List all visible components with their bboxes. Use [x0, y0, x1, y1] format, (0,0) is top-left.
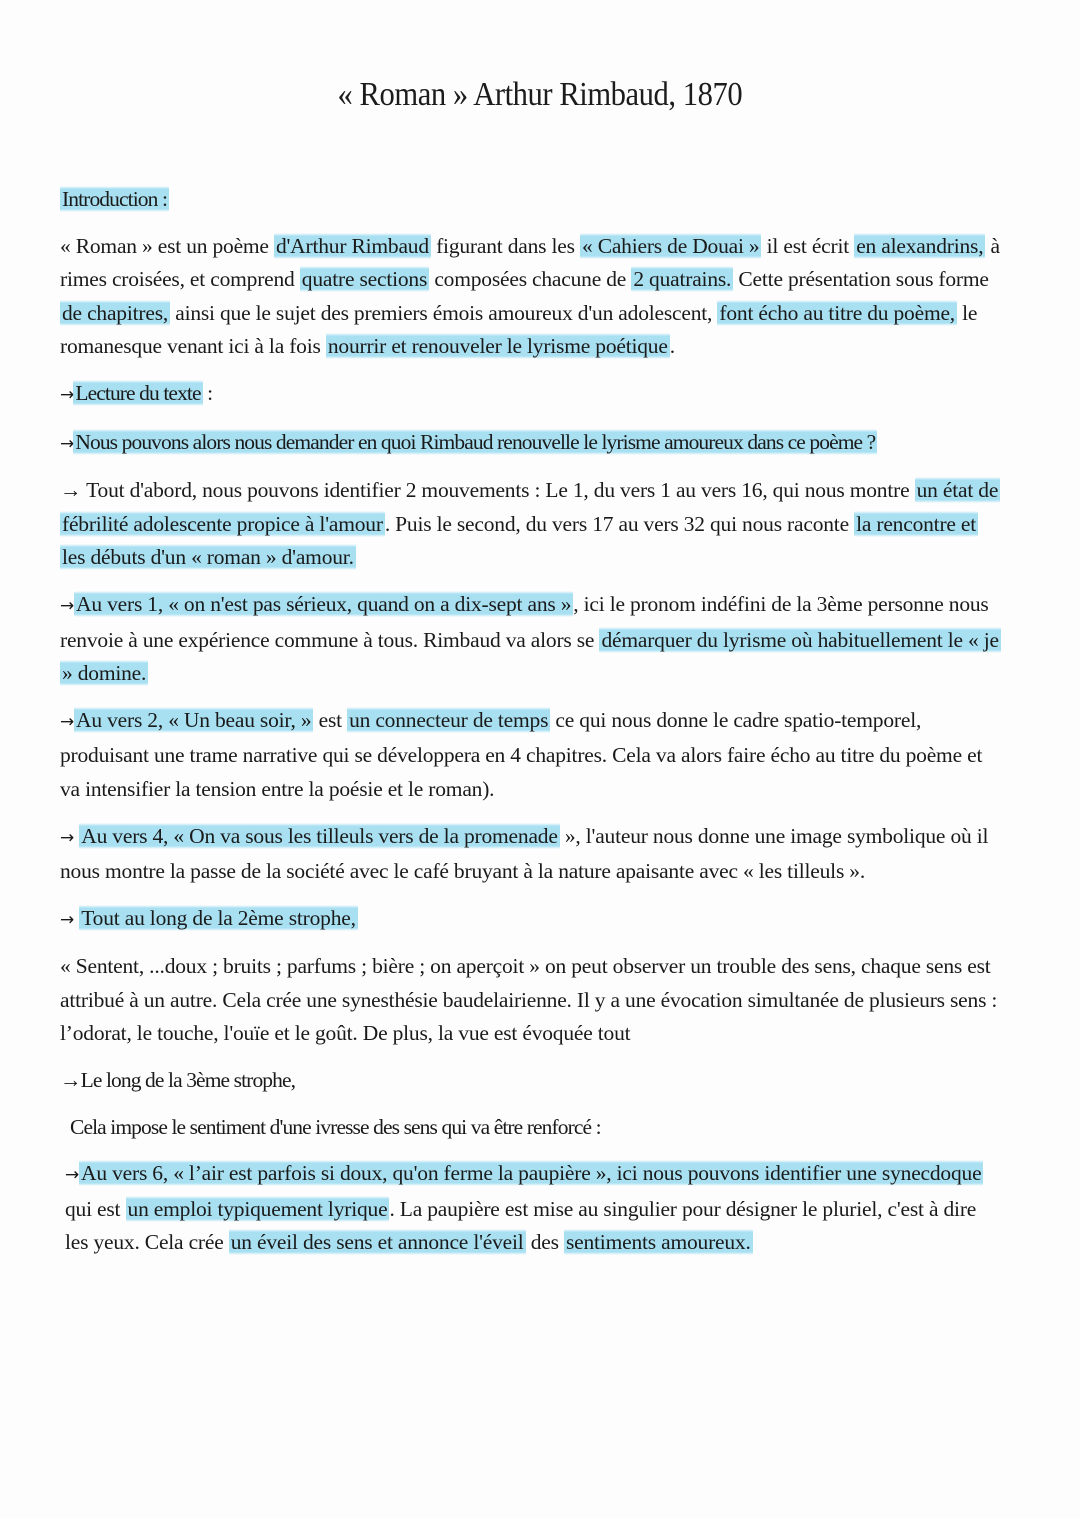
highlight: Au vers 2, « Un beau soir, » — [76, 707, 312, 732]
arrow-icon: → — [60, 909, 80, 930]
paragraph-vers-2 — [60, 704, 1000, 807]
text: ainsi que le sujet des premiers émois amoureux d'un adolescent, — [170, 300, 718, 325]
paragraph-lecture — [60, 377, 1000, 413]
highlight: Lecture du texte — [75, 380, 201, 405]
arrow-icon: → — [65, 1165, 80, 1186]
text: Cela impose le sentiment d'une ivresse des sens qui va être renforcé : — [70, 1114, 601, 1139]
highlight: Au vers 4, « On va sous les tilleuls vers de la promenade — [81, 823, 558, 848]
arrow-icon: → — [60, 827, 80, 848]
paragraph-vers-1 — [60, 588, 1000, 691]
highlight: font écho au titre du poème, — [719, 300, 955, 325]
text: composées chacune de — [429, 267, 632, 292]
highlight: en alexandrins, — [856, 233, 984, 258]
highlight: Tout au long de la 2ème strophe, — [81, 905, 356, 930]
arrow-icon: → — [60, 711, 75, 732]
text: il est écrit — [761, 233, 855, 258]
highlight: « Cahiers de Douai » — [581, 233, 760, 258]
paragraph-mouvements — [60, 474, 1000, 575]
highlight: d'Arthur Rimbaud — [275, 233, 429, 258]
text: Cette présentation sous forme — [733, 267, 989, 292]
text: . — [669, 334, 675, 359]
text: le romanesque venant ici à la fois — [60, 300, 978, 359]
highlight: Au vers 1, « on n'est pas sérieux, quand on a dix-sept ans » — [76, 591, 572, 616]
highlight: Au vers 6, « l’air est parfois si doux, qu'on ferme la paupière », ici nous pouvons identifier une synecdoque — [81, 1161, 982, 1186]
paragraph-vers-6 — [60, 1157, 1000, 1260]
text: →Le long de la 3ème strophe, — [60, 1068, 296, 1093]
title-text: « Roman » Arthur Rimbaud, 1870 — [337, 76, 743, 113]
text: », l'auteur nous donne une image symbolique où il nous montre la passe de la société avec le café bruyant à la nature apaisante avec « les tilleuls ». — [60, 823, 989, 884]
document-body — [60, 183, 1000, 1273]
paragraph-problematique — [60, 426, 1000, 462]
highlight: la rencontre et les débuts d'un « roman » d'amour. — [62, 511, 977, 570]
highlight: sentiments amoureux. — [565, 1230, 751, 1255]
text: « Roman » est un poème — [60, 233, 274, 258]
paragraph-synesthesie — [60, 950, 1000, 1051]
paragraph-introduction — [60, 230, 1000, 364]
arrow-icon: → — [60, 384, 74, 405]
arrow-icon: → — [60, 595, 75, 616]
text: → Tout d'abord, nous pouvons identifier 2 mouvements : Le 1, du vers 1 au vers 16, qui nous montre — [60, 478, 915, 503]
document-title — [0, 76, 1080, 114]
section-heading-introduction — [60, 183, 1000, 217]
text: est — [313, 707, 348, 732]
text: à rimes croisées, et comprend — [60, 233, 1000, 292]
text: , ici le pronom indéfini de la 3ème personne nous renvoie à une expérience commune à tous. Rimbaud va alors se — [60, 591, 989, 652]
paragraph-strophe-3 — [60, 1064, 1000, 1098]
text: figurant dans les — [430, 233, 580, 258]
highlight: Introduction : — [62, 187, 168, 211]
highlight: un connecteur de temps — [349, 707, 549, 732]
highlight: 2 quatrains. — [633, 267, 732, 292]
text: . La paupière est mise au singulier pour désigner le pluriel, c'est à dire les yeux. Cela crée — [65, 1196, 977, 1255]
text: . Puis le second, du vers 17 au vers 32 qui nous raconte — [384, 511, 855, 536]
text: ce qui nous donne le cadre spatio-temporel, produisant une trame narrative qui se développera en 4 chapitres. Cela va alors faire écho au titre du poème et va intensifier la tension entre la poésie et le roman). — [60, 707, 983, 801]
text: qui est — [65, 1196, 126, 1221]
text: des — [525, 1230, 564, 1255]
text: « Sentent, ...doux ; bruits ; parfums ; bière ; on aperçoit » on peut observer un trouble des sens, chaque sens est attribué à un autre. Cela crée une synesthésie baudelairienne. Il y a une évocation simultanée de plusieurs sens : l’odorat, le touche, l'ouïe et le goût. De plus, la vue est évoquée tout — [60, 954, 998, 1046]
paragraph-ivresse — [60, 1111, 1000, 1145]
paragraph-vers-4 — [60, 820, 1000, 889]
highlight: un emploi typiquement lyrique — [127, 1196, 388, 1221]
text: : — [202, 380, 213, 405]
paragraph-strophe-2 — [60, 902, 1000, 938]
highlight: un éveil des sens et annonce l'éveil — [230, 1230, 524, 1255]
arrow-icon: → — [60, 433, 74, 454]
highlight: de chapitres, — [62, 300, 169, 325]
highlight: nourrir et renouveler le lyrisme poétique — [327, 334, 668, 359]
highlight: quatre sections — [301, 267, 428, 292]
highlight: un état de fébrilité adolescente propice à l'amour — [62, 478, 999, 536]
highlight: démarquer du lyrisme où habituellement le « je » domine. — [62, 627, 999, 686]
highlight: Nous pouvons alors nous demander en quoi Rimbaud renouvelle le lyrisme amoureux dans ce poème ? — [75, 429, 876, 454]
